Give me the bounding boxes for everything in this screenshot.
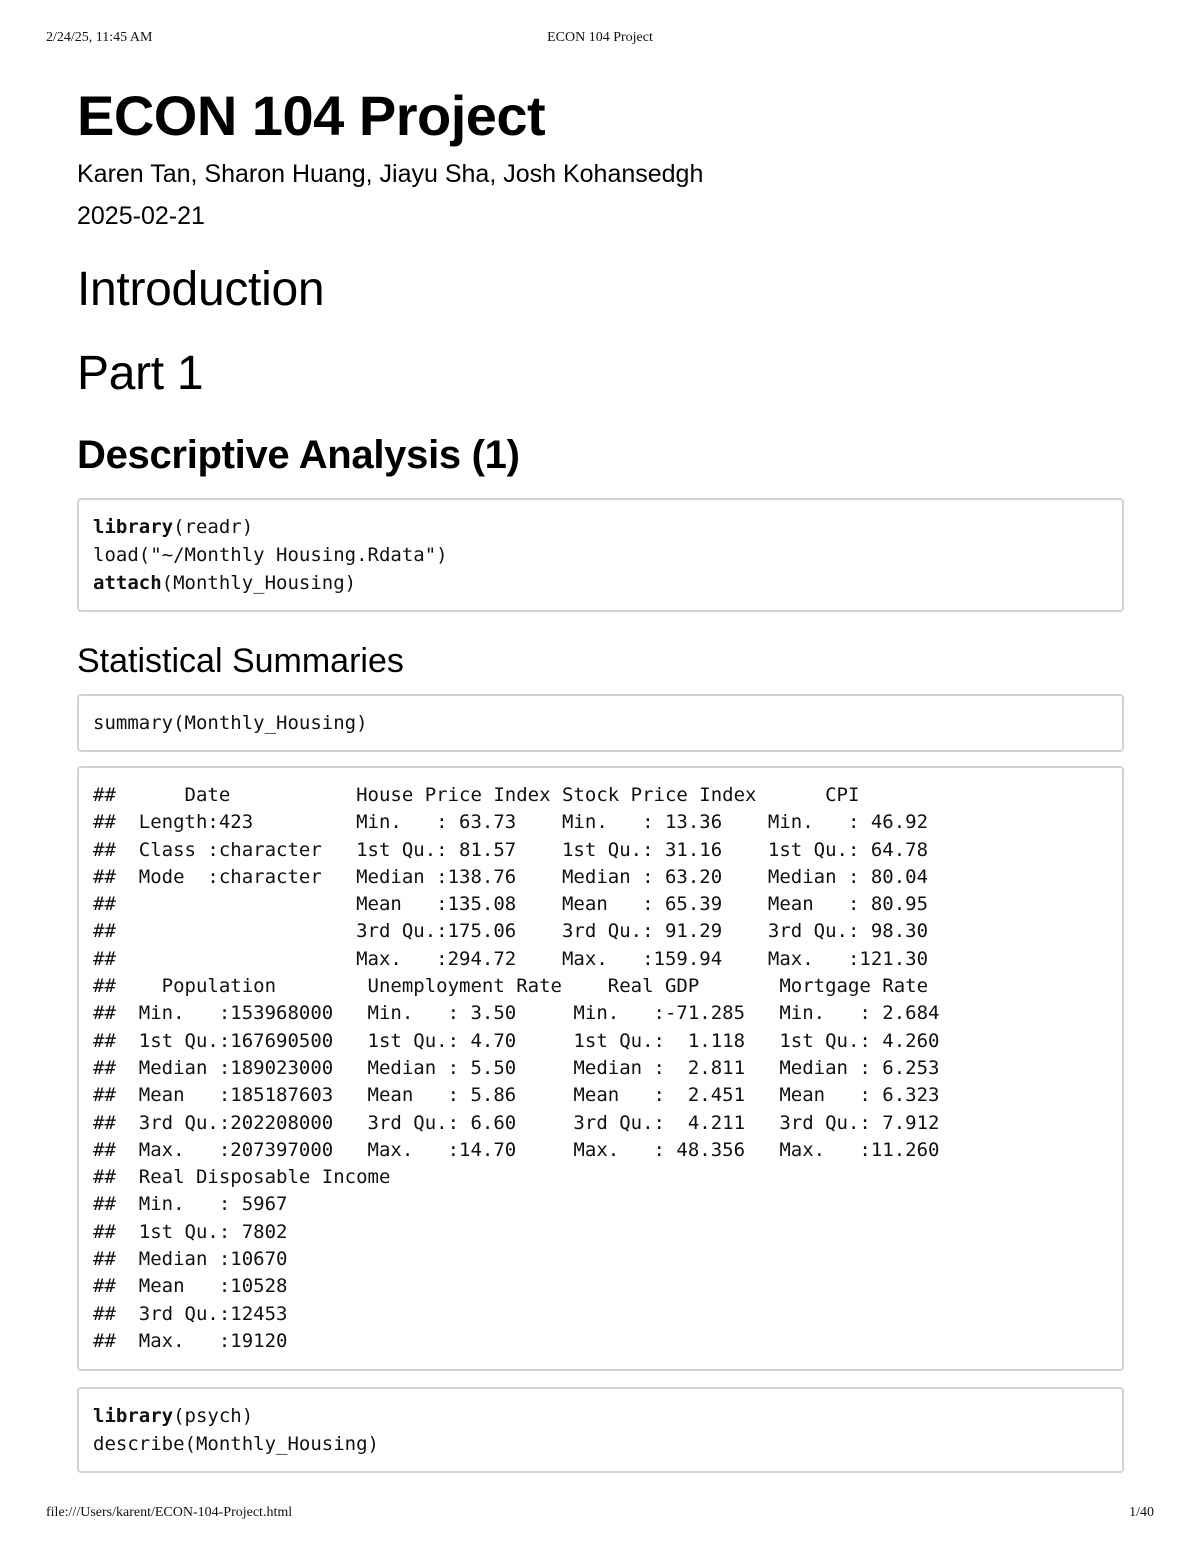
print-header: [46, 30, 1154, 50]
print-footer: [46, 1505, 1154, 1525]
output-line: ## Real Disposable Income: [93, 1166, 391, 1189]
code-output-summary[interactable]: [77, 766, 1124, 1371]
output-line: ## Max. :207397000 Max. :14.70 Max. : 48.356 Max. :11.260: [93, 1138, 963, 1161]
print-title: ECON 104 Project: [547, 30, 653, 45]
output-line: ## Median :189023000 Median : 5.50 Median : 2.811 Median : 6.253: [93, 1056, 963, 1079]
output-line: ## 1st Qu.: 7802: [93, 1220, 391, 1243]
code-keyword: library: [93, 1405, 174, 1428]
code-block-describe[interactable]: [77, 1387, 1124, 1473]
code-keyword: attach: [93, 572, 162, 594]
document-authors: Karen Tan, Sharon Huang, Jiayu Sha, Josh Kohansedgh: [77, 160, 704, 188]
output-line: ## Length:423 Min. : 63.73 Min. : 13.36 Min. : 46.92: [93, 811, 951, 834]
code-line: load("~/Monthly Housing.Rdata"): [93, 544, 448, 566]
output-line: ## Population Unemployment Rate Real GDP Mortgage Rate: [93, 975, 951, 998]
output-line: ## Mode :character Median :138.76 Median : 63.20 Median : 80.04: [93, 865, 951, 888]
output-line: ## Mean :135.08 Mean : 65.39 Mean : 80.95: [93, 893, 951, 916]
output-line: ## Mean :10528: [93, 1275, 391, 1298]
document-body: [77, 80, 1124, 1473]
code-text: (psych): [173, 1405, 254, 1428]
output-line: ## Max. :19120: [93, 1329, 391, 1352]
document-title: ECON 104 Project: [77, 84, 546, 147]
output-line: ## 1st Qu.:167690500 1st Qu.: 4.70 1st Qu.: 1.118 1st Qu.: 4.260: [93, 1029, 963, 1052]
output-line: ## Mean :185187603 Mean : 5.86 Mean : 2.451 Mean : 6.323: [93, 1084, 963, 1107]
output-line: ## Min. : 5967: [93, 1193, 391, 1216]
code-block-summary[interactable]: [77, 694, 1124, 752]
heading-part-1: Part 1: [77, 347, 204, 400]
code-text: (Monthly_Housing): [161, 572, 357, 594]
document-date: 2025-02-21: [77, 202, 205, 230]
code-block-load-data[interactable]: [77, 498, 1124, 612]
print-page-number: 1/40: [1129, 1505, 1154, 1520]
code-line: [93, 513, 1108, 541]
code-line: [93, 1402, 1108, 1430]
output-line: ## 3rd Qu.:202208000 3rd Qu.: 6.60 3rd Qu.: 4.211 3rd Qu.: 7.912: [93, 1111, 963, 1134]
output-line: ## Min. :153968000 Min. : 3.50 Min. :-71.285 Min. : 2.684: [93, 1002, 963, 1025]
code-line: describe(Monthly_Housing): [93, 1433, 379, 1456]
code-text: (readr): [173, 516, 254, 538]
code-line: summary(Monthly_Housing): [93, 712, 368, 734]
heading-introduction: Introduction: [77, 263, 325, 316]
print-timestamp: 2/24/25, 11:45 AM: [46, 30, 153, 45]
output-line: ## 3rd Qu.:175.06 3rd Qu.: 91.29 3rd Qu.: 98.30: [93, 920, 951, 943]
output-line: ## 3rd Qu.:12453: [93, 1302, 391, 1325]
heading-statistical-summaries: Statistical Summaries: [77, 642, 404, 680]
heading-descriptive-analysis: Descriptive Analysis (1): [77, 433, 520, 477]
output-line: ## Class :character 1st Qu.: 81.57 1st Qu.: 31.16 1st Qu.: 64.78: [93, 838, 951, 861]
output-line: ## Max. :294.72 Max. :159.94 Max. :121.30: [93, 947, 951, 970]
output-line: ## Median :10670: [93, 1248, 391, 1271]
code-line: [93, 569, 1108, 597]
print-file-url: file:///Users/karent/ECON-104-Project.html: [46, 1505, 293, 1520]
output-line: ## Date House Price Index Stock Price Index CPI: [93, 784, 951, 806]
code-keyword: library: [93, 516, 174, 538]
